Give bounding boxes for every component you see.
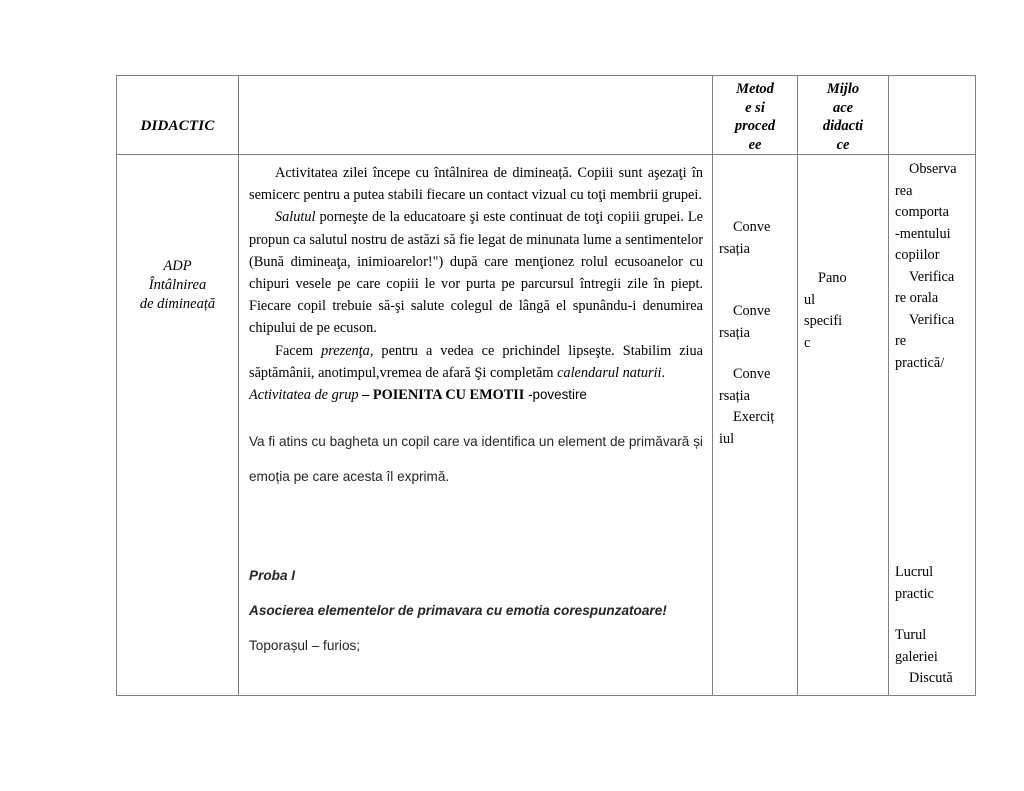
method-3-line-2: rsația [719, 387, 750, 404]
narrative-paragraph-3 [249, 340, 703, 384]
adp-line-2: Întâlnirea [148, 277, 207, 293]
method-4-line-1: Exerciț [733, 409, 775, 425]
group-activity-story-title: POIENITA CU EMOTII [372, 387, 525, 404]
means-list [798, 155, 888, 354]
methods-list [713, 155, 797, 450]
evaluation-item-discuta [889, 668, 975, 690]
header-label-didactic: DIDACTIC [140, 118, 215, 134]
sans-paragraph-wand: Va fi atins cu bagheta un copil care va identifica un element de primăvară și emoția pe care acesta îl exprimă. [249, 434, 703, 485]
proba-subtitle: Asocierea elementelor de primavara cu emotia corespunzatoare! [249, 603, 667, 619]
narrative-paragraph-3-a: Facem [275, 342, 322, 359]
adp-line-1: ADP [163, 258, 192, 274]
means-1-line-3: specifi [804, 313, 843, 329]
header-cell-content [239, 76, 713, 155]
header-methods-line-1: Metod [736, 81, 774, 97]
narrative-prezenta-italic: prezenţa [321, 342, 370, 359]
eval-5-line-1: Turul [895, 627, 927, 643]
method-item-conversatia-2 [713, 301, 797, 344]
content-spacer-upper [239, 406, 712, 424]
content-spacer-lower [249, 494, 703, 558]
evaluation-item-turul-galeriei [889, 625, 975, 668]
table-header-row [117, 76, 976, 155]
eval-4-line-1: Lucrul [895, 564, 934, 580]
header-means-line-2: ace [832, 99, 854, 116]
eval-3-line-1: Verifica [909, 311, 955, 328]
group-activity-line [249, 384, 703, 406]
method-2-line-1: Conve [733, 303, 771, 319]
methods-gap-1 [713, 260, 797, 301]
evaluation-gap-1 [889, 374, 975, 562]
header-means-line-1: Mijlo [826, 81, 860, 97]
group-activity-title: Activitatea de grup [249, 387, 359, 404]
header-means-line-3: didacti [822, 118, 864, 134]
header-methods-line-2: e si [745, 99, 765, 116]
header-label-means [798, 76, 888, 154]
group-activity-dash: – [358, 387, 373, 404]
header-cell-evaluation [889, 76, 976, 155]
eval-3-line-3: practică/ [895, 354, 945, 371]
header-cell-didactic [117, 76, 239, 155]
method-item-conversatia-1 [713, 217, 797, 260]
evaluation-gap-2 [889, 605, 975, 625]
narrative-paragraph-2-rest: porneşte de la educatoare şi este continuat de toţi copiii grupei. Le propun ca salutul nostru de astăzi să fie legat de minunata lume a sentimentelor (Bună dimineaţa, inimioarelor!") după care menţionez rolul ecusoanelor cu chipuri vesele pe care copiii le vor purta pe parcursul întregii zile în piept. Fiecare copil trebuie să-şi salute colegul de lângă el spunându-i denumirea chipului de pe ecuson. [249, 209, 703, 337]
eval-1-line-3: comporta [895, 204, 949, 220]
header-means-line-4: ce [836, 136, 850, 153]
eval-2-line-1: Verifica [909, 268, 955, 285]
method-1-line-1: Conve [733, 219, 771, 235]
eval-1-line-5: copiilor [895, 247, 940, 263]
header-methods-line-4: ee [748, 136, 762, 153]
cell-content [239, 155, 713, 696]
header-cell-means [798, 76, 889, 155]
cell-didactic-activity [117, 155, 239, 696]
method-3-line-1: Conve [733, 366, 771, 382]
cell-evaluation [889, 155, 976, 696]
method-item-exercitiul [713, 407, 797, 450]
means-1-line-1: Pano [818, 270, 847, 286]
eval-2-line-2: re orala [895, 290, 939, 306]
method-item-conversatia-3 [713, 364, 797, 407]
narrative-block [239, 155, 712, 406]
cell-methods [713, 155, 798, 696]
eval-5-line-2: galeriei [895, 648, 938, 665]
means-1-line-4: c [804, 334, 811, 351]
means-1-line-2: ul [804, 291, 816, 308]
cell-means [798, 155, 889, 696]
method-1-line-2: rsația [719, 240, 750, 257]
adp-label [117, 155, 238, 314]
proba-title: Proba I [249, 568, 296, 584]
table-body-row [117, 155, 976, 696]
header-cell-methods [713, 76, 798, 155]
narrative-paragraph-2 [249, 206, 703, 339]
eval-3-line-2: re [895, 333, 907, 349]
means-item-panoul-specific [798, 268, 888, 354]
evaluation-item-lucrul-practic [889, 562, 975, 605]
evaluation-list [889, 155, 975, 690]
narrative-paragraph-3-c: . [661, 364, 666, 381]
narrative-salutul-italic: Salutul [275, 209, 316, 226]
eval-6-line-1: Discută [909, 670, 953, 686]
lesson-plan-table [116, 75, 976, 696]
eval-4-line-2: practic [895, 585, 934, 602]
narrative-paragraph-1: Activitatea zilei începe cu întâlnirea de dimineață. Copiii sunt aşezaţi în semicerc pentru a putea stabili fiecare un contact vizual cu toţi membrii grupei. [249, 165, 703, 204]
eval-1-line-2: rea [895, 182, 913, 199]
adp-line-3: de dimineață [139, 296, 216, 312]
evaluation-item-observarea [889, 159, 975, 267]
methods-gap-2 [713, 344, 797, 364]
sans-narrative-block [239, 424, 712, 663]
method-4-line-2: iul [719, 430, 735, 447]
header-methods-line-3: proced [734, 118, 776, 134]
group-activity-subtitle: -povestire [524, 387, 587, 403]
evaluation-item-verificare-orala [889, 267, 975, 310]
eval-1-line-4: -mentului [895, 225, 951, 242]
eval-1-line-1: Observa [909, 161, 957, 177]
narrative-paragraph-3-b: , pentru a vedea ce prichindel lipseşte. Stabilim ziua săptămânii, anotimpul,vremea de afară Şi completăm [249, 342, 704, 381]
proba-item-1: Toporașul – furios; [249, 638, 361, 654]
narrative-calendarul-naturii-italic: calendarul naturii [557, 364, 662, 381]
evaluation-item-verificare-practica [889, 310, 975, 375]
method-2-line-2: rsația [719, 324, 750, 341]
header-label-methods [713, 76, 797, 154]
